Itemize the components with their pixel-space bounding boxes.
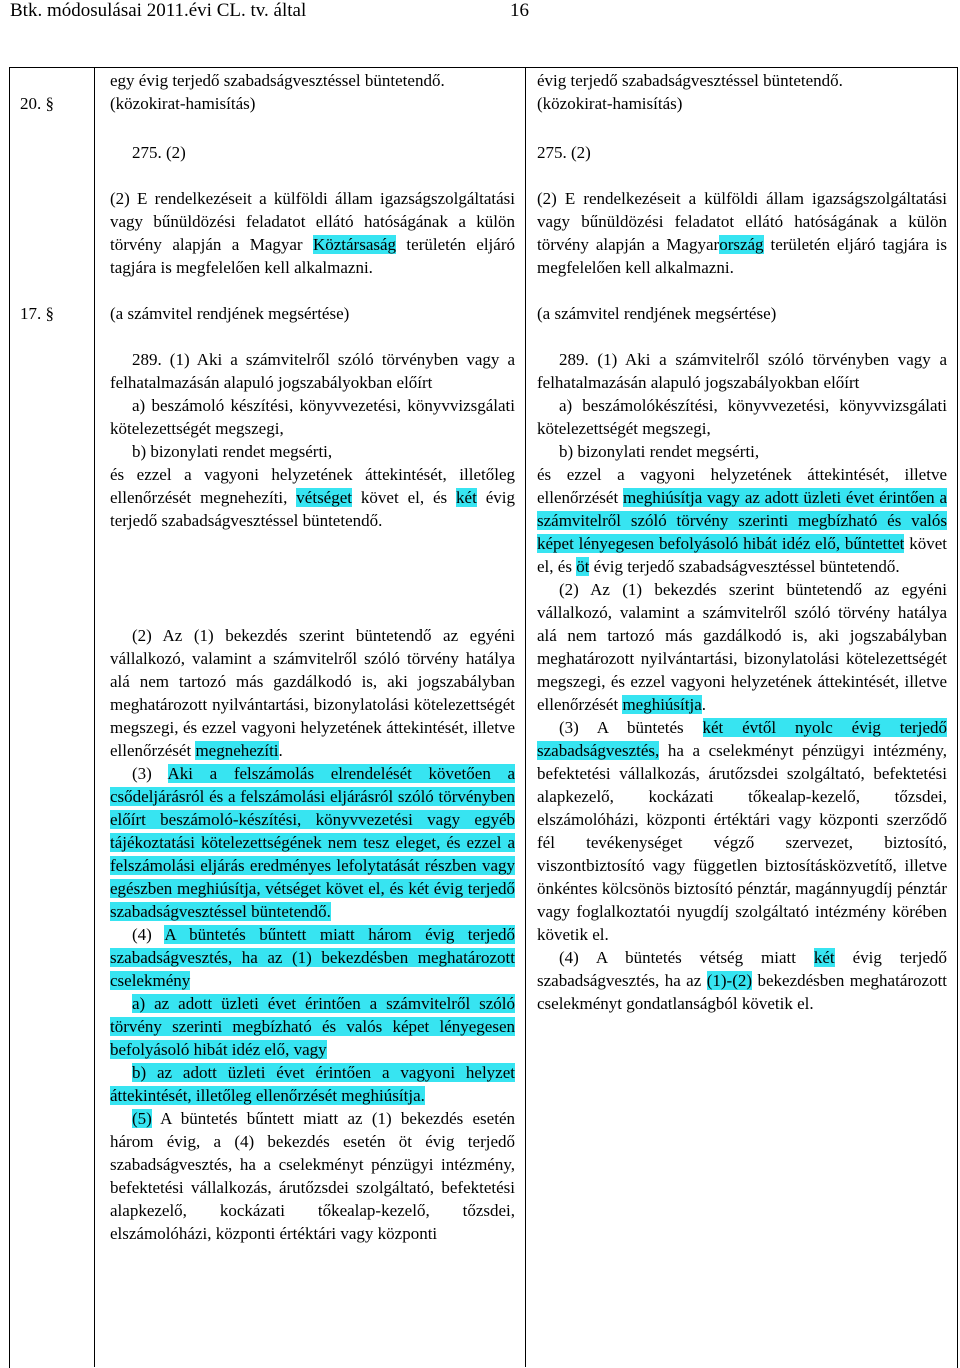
right-section-title-17: (a számvitel rendjének megsértése) <box>537 304 777 323</box>
page-header <box>10 0 529 22</box>
right-p2: (2) Az (1) bekezdés szerint büntetendő az egyéni vállalkozó, valamint a számvitelről szóló törvény hatálya alá nem tartozó más gazdálkodó is, aki jogszabályban meghatározott nyilvántartási, bizonylatolási kötelezettségét megszegi, és ezzel vagyoni helyzetének áttekintését, illetve ellenőrzését meghiúsítja. <box>537 580 947 714</box>
left-p4: (4) A büntetés bűntett miatt három évig terjedő szabadságvesztés, ha az (1) bekezdésben meghatározott cselekmény <box>110 925 515 990</box>
left-p2: (2) Az (1) bekezdés szerint büntetendő az egyéni vállalkozó, valamint a számvitelről szóló törvény hatálya alá nem tartozó más gazdálkodó is, aki jogszabályban meghatározott nyilvántartási, bizonylatolási kötelezettségét megszegi, és ezzel vagyoni helyzetének áttekintését, illetve ellenőrzését megnehezíti. <box>110 626 515 760</box>
header-title: Btk. módosulásai 2011.évi CL. tv. által <box>10 0 307 21</box>
column-divider-1 <box>94 67 95 1367</box>
right-section-275: 275. (2) <box>537 143 591 162</box>
left-p1a: 289. (1) Aki a számvitelről szóló törvényben vagy a felhatalmazásán alapuló jogszabályokban előírt <box>110 350 515 392</box>
right-p4: (4) A büntetés vétség miatt két évig terjedő szabadságvesztés, ha az (1)-(2) bekezdésben meghatározott cselekményt gondatlanságból követik el. <box>537 948 948 1013</box>
right-paragraph-275: (2) E rendelkezéseit a külföldi állam igazságszolgáltatási vagy bűnüldözési feladatot ellátó hatóságának a külön törvény alapján a Magyarország területén eljáró tagjára is megfelelően kell alkalmazni. <box>537 189 947 277</box>
left-p4b: b) az adott üzleti évet érintően a vagyoni helyzet áttekintését, illetőleg ellenőrzését meghiúsítja. <box>110 1063 515 1105</box>
right-article-289 <box>537 348 947 1015</box>
left-section-275: 275. (2) <box>132 143 186 162</box>
right-p1d: és ezzel a vagyoni helyzetének áttekintését, illetve ellenőrzését meghiúsítja vagy az adott üzleti évet érintően a számvitelről szóló törvény szerinti megbízható és valós képet lényegesen befolyásoló hibát idéz elő, bűntettet követ el, és öt évig terjedő szabadságvesztéssel büntetendő. <box>537 465 947 576</box>
left-p1b: a) beszámoló készítési, könyvvezetési, könyvvizsgálati kötelezettségét megszegi, <box>110 396 515 438</box>
right-p3: (3) A büntetés két évtől nyolc évig terjedő szabadságvesztés, ha a cselekményt pénzügyi intézmény, befektetési vállalkozás, árutőzsdei szolgáltató, befektetési alapkezelő, kockázati tőkealap-kezelő, tőzsdei, elszámolóházi, központi értéktári vagy központi szerződő fél tevékenységet végző szervezet, biztosító, viszontbiztosító vagy független biztosításközvetítő, illetve önkéntes kölcsönös biztosító pénztár, magánnyugdíj pénztár vagy foglalkoztatói nyugdíj szolgáltató intézmény körében követik el. <box>537 718 947 944</box>
right-p1c: b) bizonylati rendet megsérti, <box>559 442 760 461</box>
column-divider-2 <box>525 67 526 1367</box>
row-number-17: 17. § <box>20 304 54 323</box>
right-p1a: 289. (1) Aki a számvitelről szóló törvényben vagy a felhatalmazásán alapuló jogszabályokban előírt <box>537 350 947 392</box>
left-highlight: Köztársaság <box>312 235 397 254</box>
left-p4a: a) az adott üzleti évet érintően a számvitelről szóló törvény szerinti megbízható és valós képet lényegesen befolyásoló hibát idéz elő, vagy <box>110 994 515 1059</box>
left-article-289 <box>110 348 515 532</box>
left-p1c: b) bizonylati rendet megsérti, <box>132 442 333 461</box>
row-number-20: 20. § <box>20 94 54 113</box>
left-r0: egy évig terjedő szabadságvesztéssel büntetendő. <box>110 71 445 90</box>
right-p1b: a) beszámolókészítési, könyvvezetési, könyvvizsgálati kötelezettségét megszegi, <box>537 396 947 438</box>
page-number: 16 <box>510 0 529 21</box>
left-section-title-20: (közokirat-hamisítás) <box>110 94 256 113</box>
right-r0: évig terjedő szabadságvesztéssel büntetendő. <box>537 71 843 90</box>
left-article-289-p2 <box>110 624 515 1245</box>
right-highlight: ország <box>719 235 764 254</box>
left-section-title-17: (a számvitel rendjének megsértése) <box>110 304 350 323</box>
right-section-title-20: (közokirat-hamisítás) <box>537 94 683 113</box>
left-p1d: és ezzel a vagyoni helyzetének áttekintését, illetőleg ellenőrzését megnehezíti, vétséget követ el, és két évig terjedő szabadságvesztéssel büntetendő. <box>110 465 515 530</box>
left-p3: (3) Aki a felszámolás elrendelését követően a csődeljárásról és a felszámolási eljárásról szóló törvényben előírt beszámoló-készítési, könyvvezetési vagy egyéb tájékoztatási kötelezettségének nem tesz eleget, és ezzel a felszámolási eljárás eredményes lefolytatását részben vagy egészben meghiúsítja, vétséget követ el, és két évig terjedő szabadságvesztéssel büntetendő. <box>110 764 515 921</box>
left-p5: (5) A büntetés bűntett miatt az (1) bekezdés esetén három évig, a (4) bekezdés esetén öt évig terjedő szabadságvesztés, ha a cselekményt pénzügyi intézmény, befektetési vállalkozás, árutőzsdei szolgáltató, befektetési alapkezelő, kockázati tőkealap-kezelő, tőzsdei, elszámolóházi, központi értéktári vagy központi <box>110 1109 515 1243</box>
left-paragraph-275: (2) E rendelkezéseit a külföldi állam igazságszolgáltatási vagy bűnüldözési feladatot ellátó hatóságának a külön törvény alapján a Magyar Köztársaság területén eljáró tagjára is megfelelően kell alkalmazni. <box>110 189 515 277</box>
